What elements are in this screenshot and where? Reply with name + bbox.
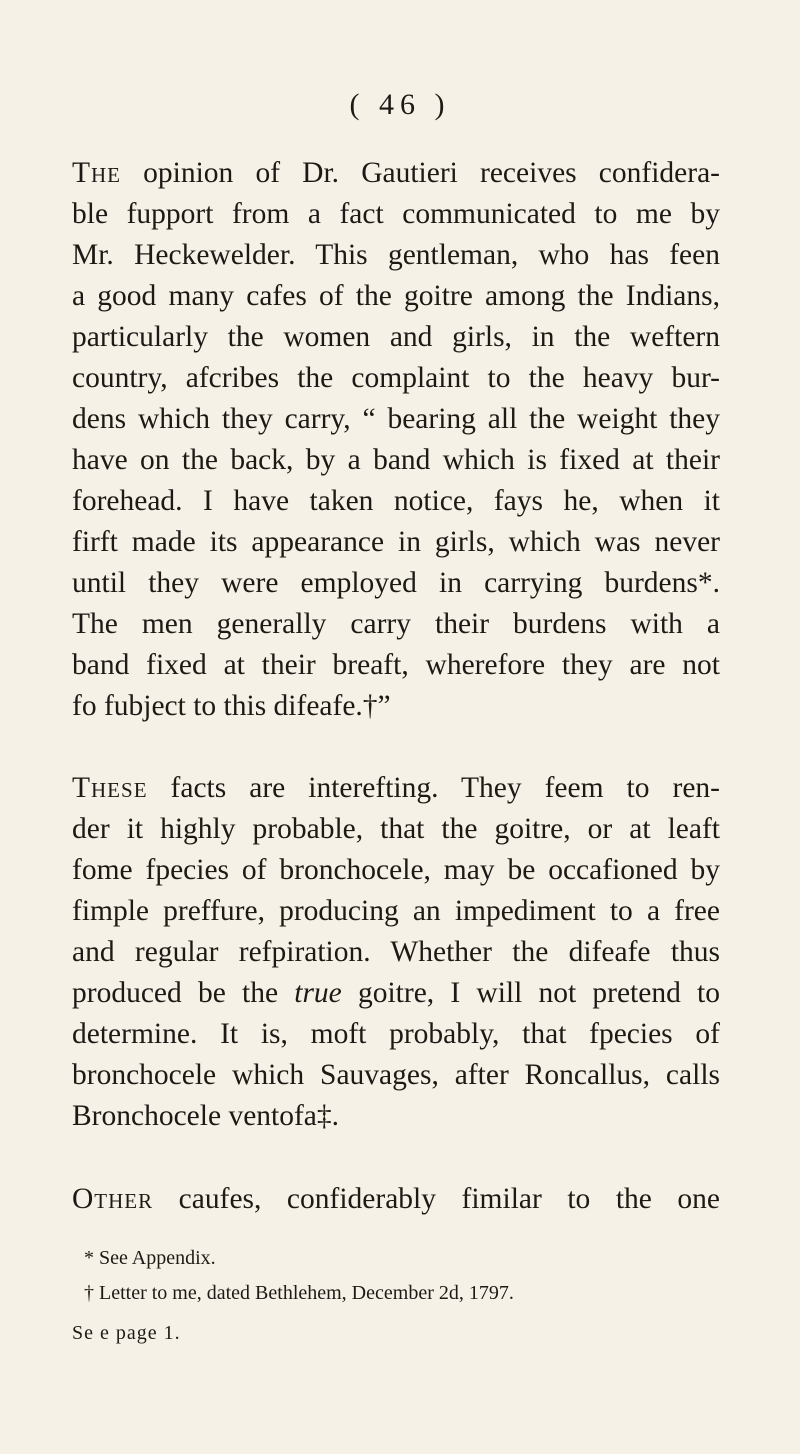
signature-mark: Se e page 1. <box>72 1322 181 1344</box>
paragraph-1-line-8: have on the back, by a band which is fixed at their <box>72 444 720 476</box>
paragraph-1-line-5: particularly the women and girls, in the weftern <box>72 321 720 353</box>
paragraph-2-line-8: bronchocele which Sauvages, after Roncallus, calls <box>72 1059 720 1091</box>
paragraph-1-line-11: until they were employed in carrying burdens*. <box>72 567 720 599</box>
paragraph-1-line-4: a good many cafes of the goitre among the Indians, <box>72 280 720 312</box>
paragraph-2-line-3: fome fpecies of bronchocele, may be occafioned by <box>72 854 720 886</box>
paragraph-2-line-4: fimple preffure, producing an impediment to a free <box>72 895 720 927</box>
paragraph-2-line-1: These facts are interefting. They feem to ren- <box>72 772 720 804</box>
paragraph-2-line-5: and regular refpiration. Whether the difeafe thus <box>72 936 720 968</box>
footnote-appendix: * See Appendix. <box>84 1247 216 1269</box>
emphasis-true: true <box>294 977 342 1009</box>
paragraph-1-line-14: fo fubject to this difeafe.†” <box>72 690 391 722</box>
paragraph-2-line-7: determine. It is, moft probably, that fpecies of <box>72 1018 720 1050</box>
footnote-letter: † Letter to me, dated Bethlehem, December 2d, 1797. <box>84 1282 514 1304</box>
paragraph-1-line-7: dens which they carry, “ bearing all the weight they <box>72 403 720 435</box>
paragraph-1-line-6: country, afcribes the complaint to the heavy bur- <box>72 362 720 394</box>
paragraph-1-line-12: The men generally carry their burdens with a <box>72 608 720 640</box>
paragraph-3-lead-word: Other <box>72 1183 154 1215</box>
paragraph-1-line-2: ble fupport from a fact communicated to me by <box>72 198 720 230</box>
page-number: ( 46 ) <box>349 88 451 121</box>
paragraph-1-line-1: The opinion of Dr. Gautieri receives confidera- <box>72 157 720 189</box>
paragraph-1-line-13: band fixed at their breaft, wherefore they are not <box>72 649 720 681</box>
paragraph-2-lead-word: These <box>72 772 148 804</box>
paragraph-1-line-10: firft made its appearance in girls, which was never <box>72 526 720 558</box>
paragraph-2-line-9: Bronchocele ventofa‡. <box>72 1100 340 1132</box>
paragraph-1-lead-word: The <box>72 157 122 189</box>
paragraph-2-line-2: der it highly probable, that the goitre, or at leaft <box>72 813 720 845</box>
paragraph-1-line-3: Mr. Heckewelder. This gentleman, who has feen <box>72 239 720 271</box>
paragraph-2-line-6: produced be the true goitre, I will not pretend to <box>72 977 720 1009</box>
paragraph-3-line-1: Other caufes, confiderably fimilar to the one <box>72 1183 720 1215</box>
paragraph-1-line-9: forehead. I have taken notice, fays he, when it <box>72 485 720 517</box>
